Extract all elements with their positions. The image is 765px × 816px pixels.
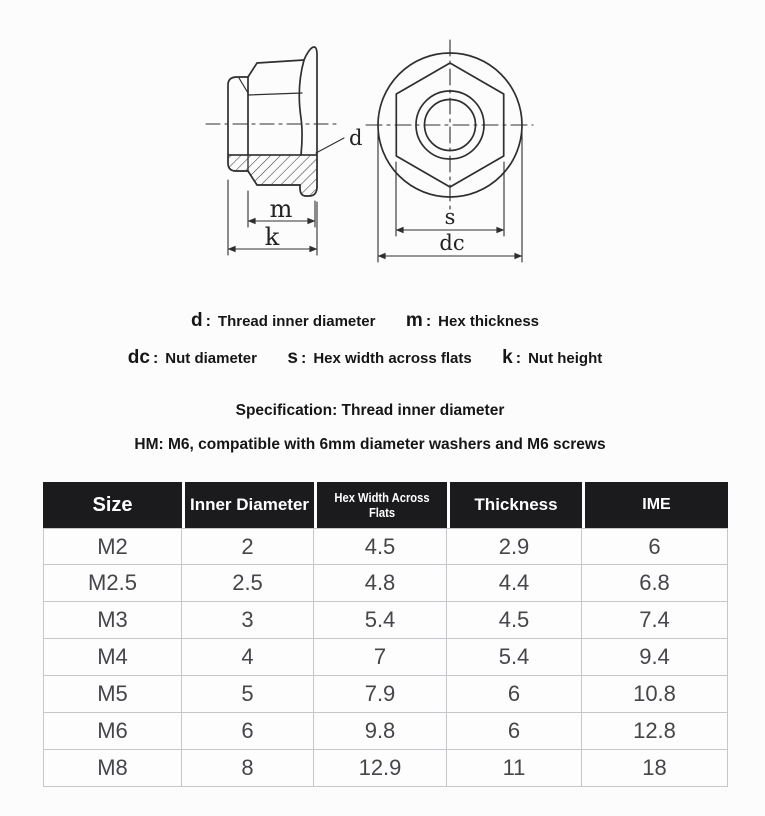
table-cell: 4.5 xyxy=(447,602,582,639)
collar-chamfer-line xyxy=(239,78,248,93)
label-dc: dc xyxy=(439,231,465,255)
collar-hatch-section xyxy=(228,155,248,171)
table-cell: 6 xyxy=(447,713,582,750)
table-row xyxy=(43,676,728,713)
legend-item-k xyxy=(502,347,603,368)
table-cell: 18 xyxy=(582,750,728,787)
legend-colon: : xyxy=(152,350,159,367)
table-cell: 9.4 xyxy=(582,639,728,676)
legend-desc: Hex thickness xyxy=(438,313,540,330)
label-m: m xyxy=(269,195,293,223)
size-table xyxy=(43,482,728,787)
hex-facet-line xyxy=(248,93,302,95)
table-cell: 6 xyxy=(182,713,314,750)
column-header-ime: IME xyxy=(582,482,728,528)
legend-colon: : xyxy=(301,350,307,367)
legend-symbol: d xyxy=(190,310,203,331)
table-row xyxy=(43,750,728,787)
legend-line-2 xyxy=(0,347,730,369)
table-cell: 4.8 xyxy=(314,565,447,602)
table-cell: 5.4 xyxy=(314,602,447,639)
table-cell: 5.4 xyxy=(447,639,582,676)
table-row xyxy=(43,602,728,639)
table-cell: 7 xyxy=(314,639,447,676)
label-k: k xyxy=(264,223,280,251)
legend-desc: Hex width across flats xyxy=(313,350,472,367)
table-row xyxy=(43,713,728,750)
spec-line-2: HM: M6, compatible with 6mm diameter washers and M6 screws xyxy=(134,436,606,453)
label-s: s xyxy=(444,205,456,229)
legend-symbol: m xyxy=(405,310,423,331)
nut-hatch-section xyxy=(248,155,317,196)
legend-symbol: k xyxy=(502,347,513,368)
table-cell: M5 xyxy=(43,676,182,713)
table-cell: M2 xyxy=(43,528,182,565)
legend-symbol: s xyxy=(287,347,298,368)
table-cell: 7.9 xyxy=(314,676,447,713)
flange-left-curve xyxy=(299,60,304,155)
legend-item-dc xyxy=(127,347,257,368)
table-cell: 12.8 xyxy=(582,713,728,750)
table-cell: M6 xyxy=(43,713,182,750)
table-header-row xyxy=(43,482,728,528)
table-cell: 8 xyxy=(182,750,314,787)
table-cell: 11 xyxy=(447,750,582,787)
table-cell: 2.5 xyxy=(182,565,314,602)
column-header-hex-width: Hex Width Across Flats xyxy=(314,482,447,528)
table-row xyxy=(43,565,728,602)
table-cell: 6.8 xyxy=(582,565,728,602)
table-cell: 9.8 xyxy=(314,713,447,750)
legend-item-d xyxy=(190,310,376,331)
table-row xyxy=(43,528,728,565)
legend-desc: Nut diameter xyxy=(165,350,257,367)
label-d: d xyxy=(349,126,363,150)
legend-line-1 xyxy=(0,310,730,332)
table-cell: 5 xyxy=(182,676,314,713)
legend-colon: : xyxy=(425,313,432,330)
table-cell: M2.5 xyxy=(43,565,182,602)
table-row xyxy=(43,639,728,676)
table-cell: 4.5 xyxy=(314,528,447,565)
table-cell: 10.8 xyxy=(582,676,728,713)
table-cell: M8 xyxy=(43,750,182,787)
column-header-size: Size xyxy=(43,482,182,528)
legend-item-m xyxy=(405,310,540,331)
table-cell: 6 xyxy=(447,676,582,713)
table-cell: M4 xyxy=(43,639,182,676)
column-header-thickness: Thickness xyxy=(447,482,582,528)
d-leader-line xyxy=(316,138,344,153)
table-cell: 12.9 xyxy=(314,750,447,787)
table-cell: 4.4 xyxy=(447,565,582,602)
legend-desc: Nut height xyxy=(528,350,603,367)
flange-nut-technical-drawing xyxy=(0,0,765,300)
spec-line-1: Specification: Thread inner diameter xyxy=(235,402,505,419)
legend-colon: : xyxy=(515,350,522,367)
legend-colon: : xyxy=(205,313,211,330)
hex-top-face xyxy=(248,60,304,77)
legend-desc: Thread inner diameter xyxy=(217,313,376,330)
legend-symbol: dc xyxy=(127,347,150,368)
table-cell: 2 xyxy=(182,528,314,565)
table-cell: 6 xyxy=(582,528,728,565)
table-cell: 4 xyxy=(182,639,314,676)
table-cell: M3 xyxy=(43,602,182,639)
table-cell: 2.9 xyxy=(447,528,582,565)
legend-item-s xyxy=(287,347,472,368)
table-cell: 7.4 xyxy=(582,602,728,639)
table-cell: 3 xyxy=(182,602,314,639)
column-header-inner-diameter: Inner Diameter xyxy=(182,482,314,528)
